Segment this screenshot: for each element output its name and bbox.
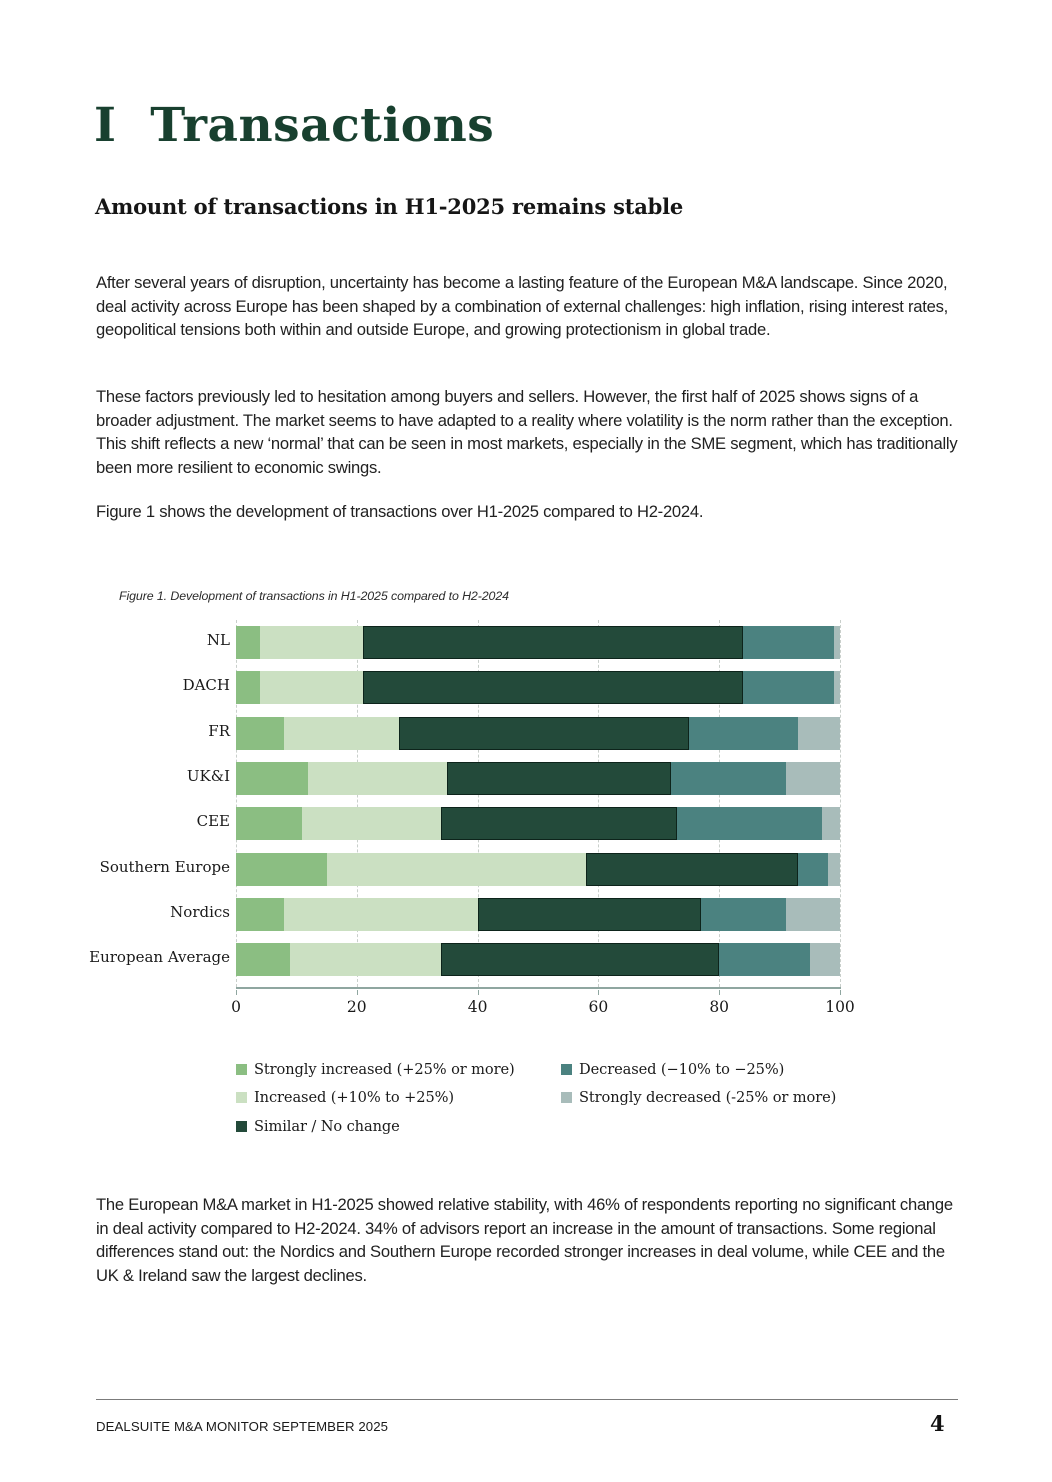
figure-1-stacked-bar-chart — [0, 620, 1052, 1040]
chart-segment — [701, 898, 786, 931]
chart-segment — [834, 671, 840, 704]
chart-segment — [441, 807, 677, 840]
legend-swatch-icon — [236, 1064, 247, 1075]
chart-category-label: Nordics — [170, 902, 230, 921]
chart-segment — [786, 762, 840, 795]
legend-column-left — [236, 1055, 515, 1141]
chart-category-label: UK&I — [186, 766, 230, 785]
x-axis-tick — [478, 990, 479, 995]
chart-segment — [290, 943, 441, 976]
chart-segment — [689, 717, 798, 750]
chart-bar — [236, 626, 840, 659]
chart-segment — [327, 853, 587, 886]
chart-segment — [786, 898, 840, 931]
footer-divider — [96, 1399, 958, 1400]
legend-label: Strongly decreased (-25% or more) — [579, 1089, 837, 1107]
legend-label: Similar / No change — [254, 1117, 400, 1135]
chart-category-label: CEE — [196, 812, 230, 831]
chart-category-label: Southern Europe — [99, 857, 230, 876]
legend-swatch-icon — [236, 1121, 247, 1132]
chart-plot-area — [0, 620, 1052, 980]
body-paragraph-1: After several years of disruption, uncertainty has become a lasting feature of the European M&A landscape. Since 2020, deal activity across Europe has been shaped by a combination of external challenges: high inflation, rising interest rates, geopolitical tensions both within and outside Europe, and growing protectionism in global trade. — [96, 273, 949, 339]
chart-segment — [260, 626, 363, 659]
chart-category-label: NL — [206, 631, 230, 649]
legend-swatch-icon — [561, 1092, 572, 1103]
legend-item[interactable] — [236, 1084, 515, 1113]
legend-item[interactable] — [236, 1112, 515, 1141]
chart-segment — [810, 943, 840, 976]
chart-segment — [828, 853, 840, 886]
legend-label: Strongly increased (+25% or more) — [254, 1060, 515, 1078]
legend-label: Decreased (−10% to −25%) — [579, 1060, 785, 1078]
chart-segment — [671, 762, 786, 795]
legend-swatch-icon — [236, 1092, 247, 1103]
chart-segment — [834, 626, 840, 659]
chart-bar — [236, 762, 840, 795]
chart-bar — [236, 717, 840, 750]
legend-column-right — [561, 1055, 836, 1112]
footer-source-label: DEALSUITE M&A MONITOR SEPTEMBER 2025 — [96, 1419, 389, 1434]
page-title: I Transactions — [94, 98, 495, 153]
chart-segment — [798, 717, 840, 750]
chart-segment — [236, 898, 284, 931]
legend-item[interactable] — [561, 1084, 836, 1113]
chart-segment — [308, 762, 447, 795]
chart-segment — [260, 671, 363, 704]
chart-row — [0, 801, 1052, 846]
chart-segment — [399, 717, 689, 750]
x-axis-tick-label: 80 — [709, 998, 730, 1016]
chart-segment — [743, 671, 834, 704]
x-axis-tick-label: 40 — [467, 998, 488, 1016]
footer-page-number: 4 — [930, 1411, 945, 1436]
body-paragraph-3: Figure 1 shows the development of transactions over H1-2025 compared to H2-2024. — [96, 502, 704, 521]
chart-row — [0, 756, 1052, 801]
x-axis-tick-label: 60 — [588, 998, 609, 1016]
chart-segment — [302, 807, 441, 840]
chart-row — [0, 665, 1052, 710]
x-axis-tick-label: 20 — [346, 998, 367, 1016]
chart-segment — [363, 671, 744, 704]
figure-caption: Figure 1. Development of transactions in H1-2025 compared to H2-2024 — [119, 589, 509, 603]
chart-segment — [236, 943, 290, 976]
chart-segment — [441, 943, 719, 976]
chart-bar — [236, 943, 840, 976]
chart-segment — [236, 717, 284, 750]
chart-segment — [236, 671, 260, 704]
chart-bar — [236, 807, 840, 840]
x-axis-tick-label: 0 — [231, 998, 241, 1016]
legend-item[interactable] — [236, 1055, 515, 1084]
x-axis-line — [236, 987, 841, 989]
x-axis-tick — [236, 990, 237, 995]
chart-category-label: FR — [208, 721, 230, 740]
x-axis-tick-label: 100 — [825, 998, 855, 1016]
legend-item[interactable] — [561, 1055, 836, 1084]
body-paragraph-4: The European M&A market in H1-2025 showed relative stability, with 46% of respondents reporting no significant change in deal activity compared to H2-2024. 34% of advisors report an increase in the amount of transactions. Some regional differences stand out: the Nordics and Southern Europe recorded stronger increases in deal volume, while CEE and the UK & Ireland saw the largest declines. — [96, 1195, 953, 1285]
chart-segment — [447, 762, 670, 795]
chart-segment — [743, 626, 834, 659]
chart-row — [0, 937, 1052, 982]
section-subtitle: Amount of transactions in H1-2025 remains stable — [95, 194, 684, 219]
chart-row — [0, 620, 1052, 665]
chart-bar — [236, 898, 840, 931]
legend-swatch-icon — [561, 1064, 572, 1075]
chart-category-label: DACH — [182, 676, 230, 695]
chart-row — [0, 711, 1052, 756]
chart-segment — [236, 807, 302, 840]
chart-segment — [822, 807, 840, 840]
chart-segment — [363, 626, 744, 659]
chart-row — [0, 892, 1052, 937]
chart-segment — [284, 898, 477, 931]
chart-segment — [284, 717, 399, 750]
chart-category-label: European Average — [89, 948, 230, 967]
chart-row — [0, 847, 1052, 892]
chart-segment — [478, 898, 701, 931]
x-axis-tick — [840, 990, 841, 995]
body-paragraph-2: These factors previously led to hesitation among buyers and sellers. However, the first half of 2025 shows signs of a broader adjustment. The market seems to have adapted to a reality where volatility is the norm rather than the exception. This shift reflects a new ‘normal’ that can be seen in most markets, especially in the SME segment, which has traditionally been more resilient to economic swings. — [96, 387, 958, 477]
chart-segment — [236, 626, 260, 659]
chart-segment — [798, 853, 828, 886]
x-axis-tick — [357, 990, 358, 995]
chart-segment — [586, 853, 797, 886]
chart-bar — [236, 853, 840, 886]
chart-segment — [719, 943, 810, 976]
legend-label: Increased (+10% to +25%) — [254, 1089, 455, 1107]
chart-segment — [236, 853, 327, 886]
chart-segment — [677, 807, 822, 840]
x-axis-tick — [719, 990, 720, 995]
x-axis-tick — [598, 990, 599, 995]
chart-segment — [236, 762, 308, 795]
chart-bar — [236, 671, 840, 704]
